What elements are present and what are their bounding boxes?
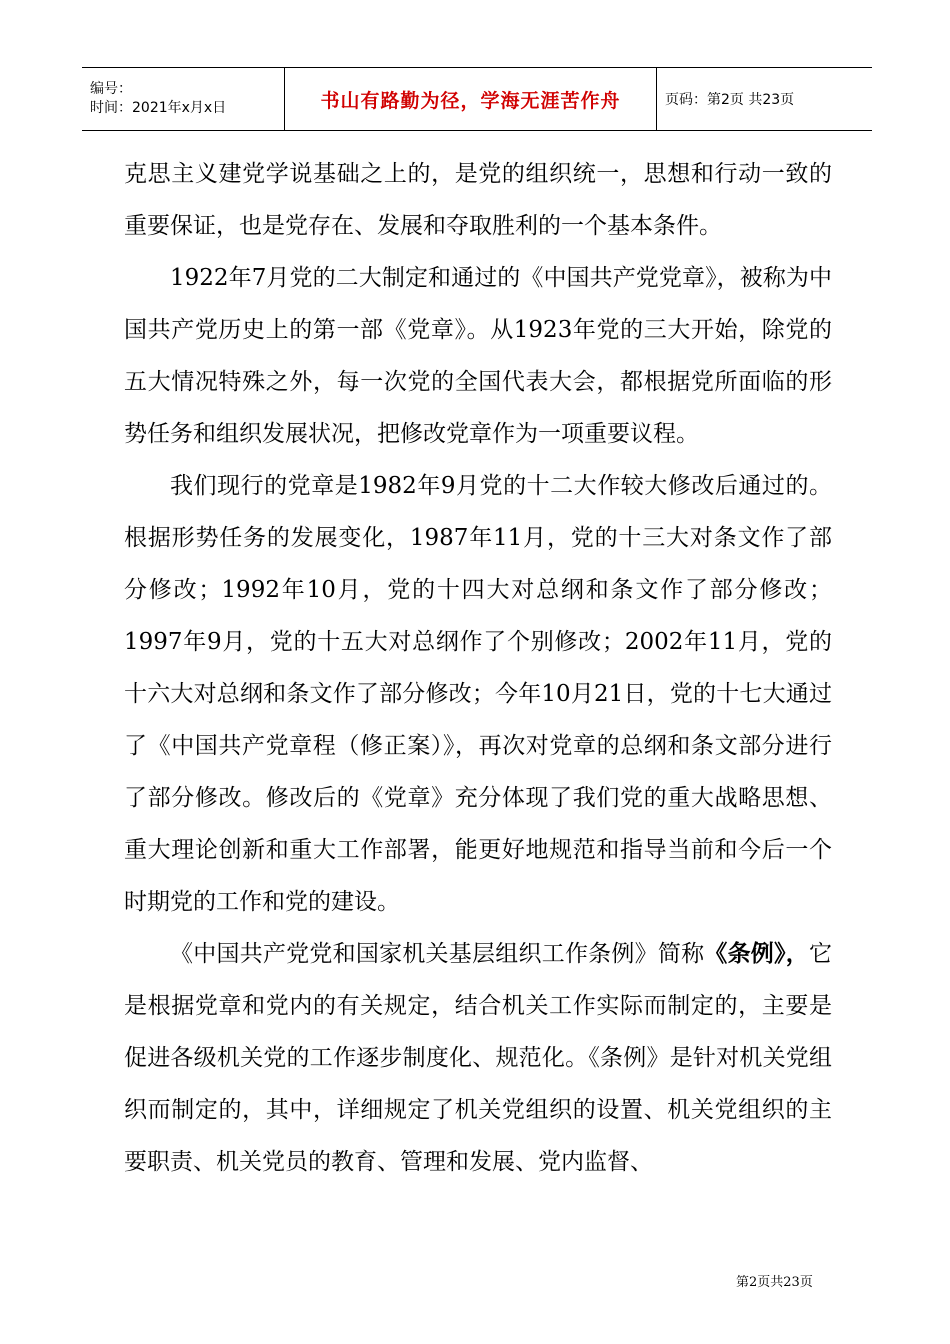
paragraph-4-prefix: 《中国共产党党和国家机关基层组织工作条例》简称 <box>170 941 705 967</box>
paragraph-4-bold-term: 《条例》， <box>704 940 810 967</box>
footer-page-number: 第2页共23页 <box>736 1275 813 1290</box>
time-label: 时间：2021年x月x日 <box>90 100 227 116</box>
header-meta <box>82 68 285 130</box>
document-body <box>124 148 832 1188</box>
motto-text: 书山有路勤为径，学海无涯苦作舟 <box>320 89 621 112</box>
number-label: 编号： <box>90 81 132 97</box>
header-page-info <box>657 68 872 130</box>
document-header <box>82 67 872 131</box>
page-footer <box>736 1271 813 1290</box>
paragraph-4 <box>124 928 832 1188</box>
paragraph-3: 我们现行的党章是1982年9月党的十二大作较大修改后通过的。根据形势任务的发展变化，1987年11月，党的十三大对条文作了部分修改；1992年10月，党的十四大对总纲和条文作了部分修改；1997年9月，党的十五大对总纲作了个别修改；2002年11月，党的十六大对总纲和条文作了部分修改；今年10月21日，党的十七大通过了《中国共产党章程（修正案）》，再次对党章的总纲和条文部分进行了部分修改。修改后的《党章》充分体现了我们党的重大战略思想、重大理论创新和重大工作部署，能更好地规范和指导当前和今后一个时期党的工作和党的建设。 <box>124 473 832 915</box>
header-motto <box>285 68 657 130</box>
paragraph-4-rest: 它是根据党章和党内的有关规定，结合机关工作实际而制定的，主要是促进各级机关党的工作逐步制度化、规范化。《条例》是针对机关党组织而制定的，其中，详细规定了机关党组织的设置、机关党组织的主要职责、机关党员的教育、管理和发展、党内监督、 <box>124 941 833 1175</box>
paragraph-2: 1922年7月党的二大制定和通过的《中国共产党党章》，被称为中国共产党历史上的第一部《党章》。从1923年党的三大开始，除党的五大情况特殊之外，每一次党的全国代表大会，都根据党所面临的形势任务和组织发展状况，把修改党章作为一项重要议程。 <box>124 265 832 447</box>
page-label: 页码：第2页 共23页 <box>665 92 795 108</box>
paragraph-1: 克思主义建党学说基础之上的，是党的组织统一，思想和行动一致的重要保证，也是党存在、发展和夺取胜利的一个基本条件。 <box>124 161 832 239</box>
